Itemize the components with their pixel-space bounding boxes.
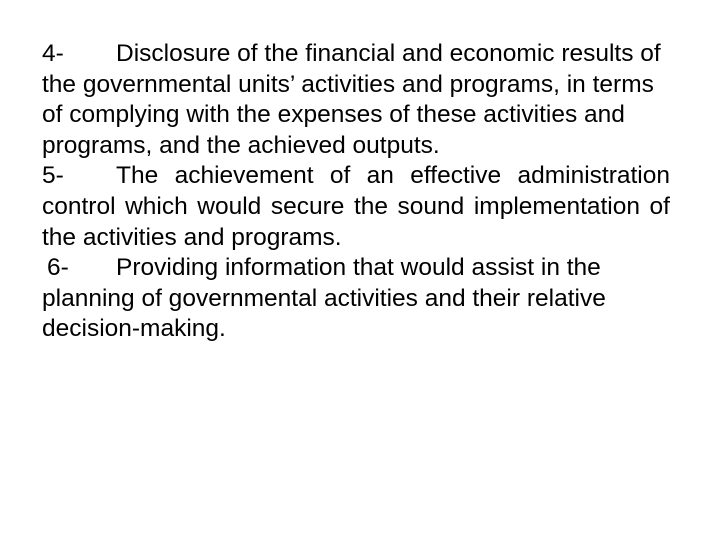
item-number: 6-: [47, 254, 69, 282]
list-item-5: [42, 161, 670, 253]
list-item-4: [42, 39, 670, 161]
item-number: 5-: [42, 162, 64, 190]
item-number: 4-: [42, 40, 64, 67]
item-text: Disclosure of the financial and economic results of the governmental units’ activities and programs, in terms of complying with the expenses of these activities and programs, and the achieved outputs.: [42, 40, 661, 159]
list-item-6: [42, 253, 670, 345]
numbered-list: [42, 39, 670, 345]
item-text: Providing information that would assist in the planning of governmental activities and their relative decision-making.: [42, 254, 606, 343]
item-text: The achievement of an effective administration control which would secure the sound implementation of the activities and programs.: [42, 162, 670, 251]
